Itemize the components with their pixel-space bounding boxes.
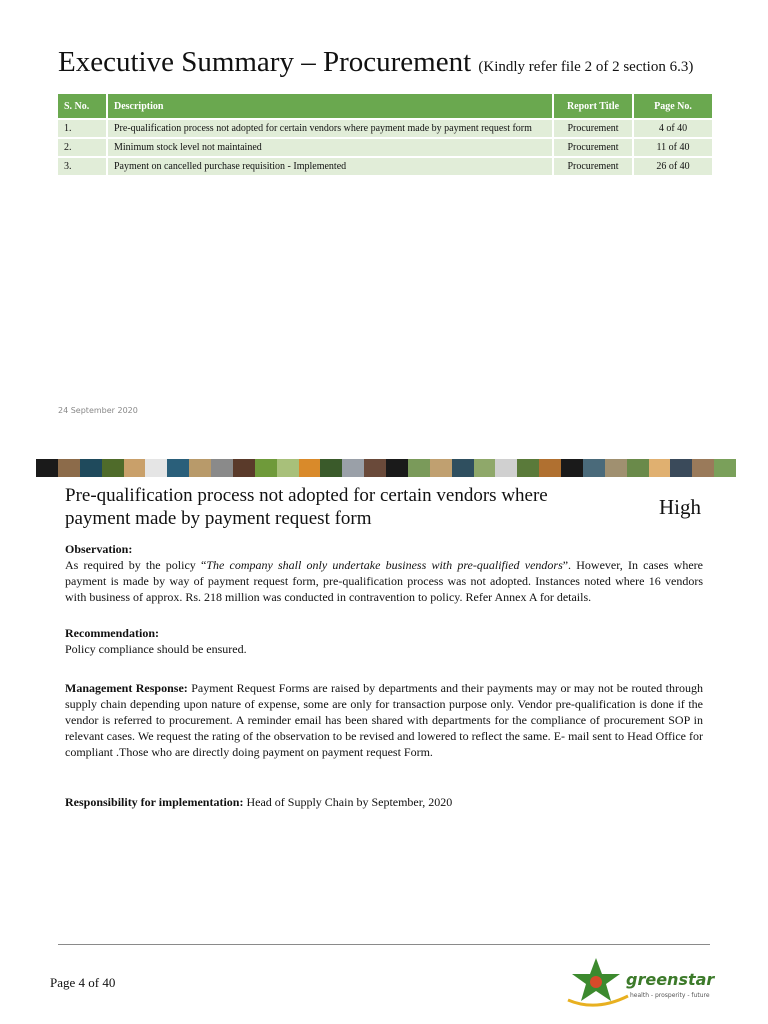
band-swatch xyxy=(189,459,211,477)
decorative-color-band xyxy=(36,459,736,477)
risk-rating: High xyxy=(659,495,701,519)
band-swatch xyxy=(386,459,408,477)
band-swatch xyxy=(649,459,671,477)
footer-divider xyxy=(58,944,710,945)
band-swatch xyxy=(452,459,474,477)
band-swatch xyxy=(124,459,146,477)
recommendation-section xyxy=(65,625,703,657)
cell-page-no: 11 of 40 xyxy=(634,139,712,156)
band-swatch xyxy=(583,459,605,477)
table-row xyxy=(58,120,712,137)
band-swatch xyxy=(211,459,233,477)
table-row xyxy=(58,158,712,175)
cell-description: Minimum stock level not maintained xyxy=(108,139,552,156)
recommendation-text: Policy compliance should be ensured. xyxy=(65,642,247,656)
cell-report-title: Procurement xyxy=(554,120,632,137)
band-swatch xyxy=(670,459,692,477)
band-swatch xyxy=(36,459,58,477)
band-swatch xyxy=(517,459,539,477)
cell-report-title: Procurement xyxy=(554,158,632,175)
col-sno: S. No. xyxy=(58,94,106,118)
band-swatch xyxy=(320,459,342,477)
col-page-no: Page No. xyxy=(634,94,712,118)
cell-sno: 1. xyxy=(58,120,106,137)
band-swatch xyxy=(299,459,321,477)
cell-page-no: 4 of 40 xyxy=(634,120,712,137)
band-swatch xyxy=(255,459,277,477)
responsibility-label: Responsibility for implementation: xyxy=(65,795,244,809)
responsibility-text: Head of Supply Chain by September, 2020 xyxy=(243,795,453,809)
cell-report-title: Procurement xyxy=(554,139,632,156)
band-swatch xyxy=(495,459,517,477)
table-header-row xyxy=(58,94,712,118)
band-swatch xyxy=(561,459,583,477)
summary-table xyxy=(56,92,714,177)
policy-quote: The company shall only undertake business with pre-qualified vendors xyxy=(206,558,563,572)
cell-page-no: 26 of 40 xyxy=(634,158,712,175)
band-swatch xyxy=(408,459,430,477)
management-response-label: Management Response: xyxy=(65,681,188,695)
page-number: Page 4 of 40 xyxy=(50,975,116,990)
slide-date: 24 September 2020 xyxy=(58,406,138,415)
band-swatch xyxy=(605,459,627,477)
col-report-title: Report Title xyxy=(554,94,632,118)
band-swatch xyxy=(364,459,386,477)
table-row xyxy=(58,139,712,156)
band-swatch xyxy=(692,459,714,477)
logo-tagline: health - prosperity - future xyxy=(630,992,710,999)
band-swatch xyxy=(80,459,102,477)
management-response-text: Payment Request Forms are raised by departments and their payments may or may not be routed through supply chain depending upon nature of expense, some are only for transaction purpose only. Vendor pre-qualification is done if the vendor is referred to procurement. A reminder email has been shared with departments for the compliance of procurement SOP in relevant cases. We request the rating of the observation to be revised and lowered to reflect the same. E- mail sent to Head Office for compliant .Those who are directly doing payment on payment request Form. xyxy=(65,681,703,759)
band-swatch xyxy=(167,459,189,477)
logo-text: greenstar xyxy=(626,970,715,989)
observation-section xyxy=(65,541,703,605)
col-description: Description xyxy=(108,94,552,118)
cell-description: Payment on cancelled purchase requisition - Implemented xyxy=(108,158,552,175)
band-swatch xyxy=(539,459,561,477)
band-swatch xyxy=(102,459,124,477)
band-swatch xyxy=(342,459,364,477)
band-swatch xyxy=(233,459,255,477)
observation-text-end: ”. However, In cases where payment is made by way of payment request form, pre-qualification process was not adopted. Instances noted where 16 vendors with business of approx. Rs. 218 million was conducted in contravention to policy. Refer Annex A for details. xyxy=(65,558,703,604)
band-swatch xyxy=(277,459,299,477)
band-swatch xyxy=(474,459,496,477)
band-swatch xyxy=(627,459,649,477)
cell-sno: 2. xyxy=(58,139,106,156)
management-response-section xyxy=(65,680,703,760)
recommendation-label: Recommendation: xyxy=(65,626,159,640)
swoosh-logo-icon xyxy=(568,996,628,1005)
cell-description: Pre-qualification process not adopted for certain vendors where payment made by payment request form xyxy=(108,120,552,137)
observation-title: Pre-qualification process not adopted for certain vendors where payment made by payment request form xyxy=(65,485,548,529)
page-heading xyxy=(58,46,693,79)
band-swatch xyxy=(145,459,167,477)
responsibility-section xyxy=(65,794,703,810)
figure-logo-icon xyxy=(590,976,602,988)
band-swatch xyxy=(58,459,80,477)
observation-label: Observation: xyxy=(65,542,133,556)
observation-text-start: As required by the policy “ xyxy=(65,558,207,572)
heading-note: (Kindly refer file 2 of 2 section 6.3) xyxy=(478,59,694,75)
heading-title: Executive Summary – Procurement xyxy=(58,46,472,78)
band-swatch xyxy=(430,459,452,477)
band-swatch xyxy=(714,459,736,477)
cell-sno: 3. xyxy=(58,158,106,175)
